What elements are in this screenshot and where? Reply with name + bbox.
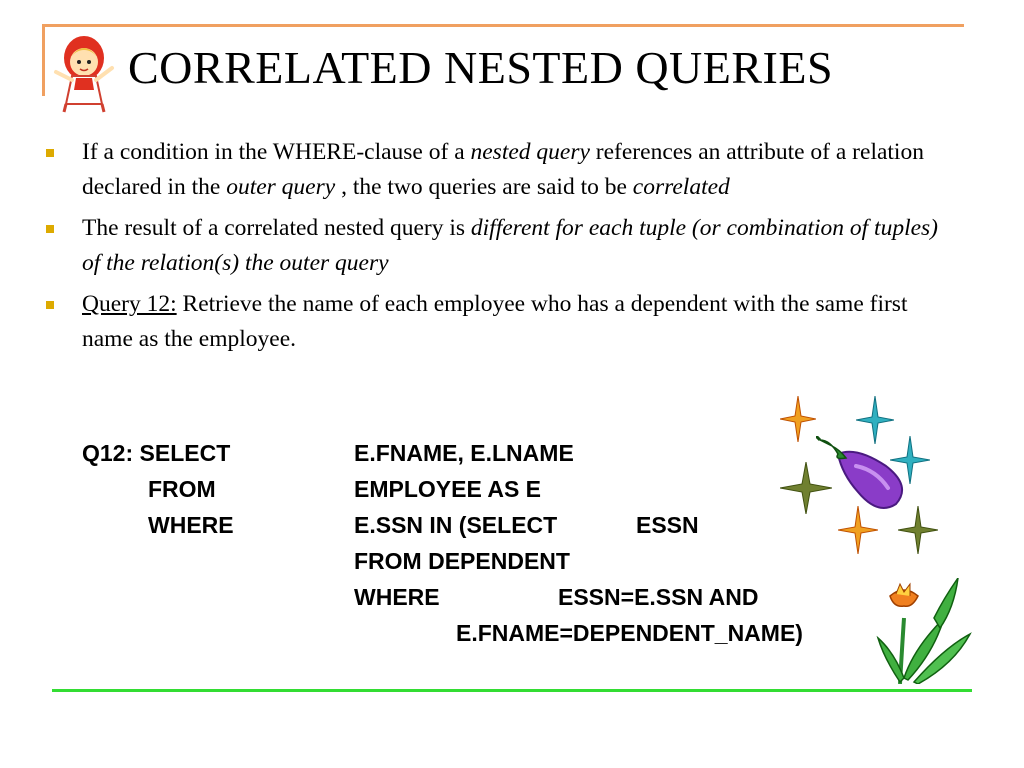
select-columns: E.FNAME, E.LNAME — [354, 440, 574, 466]
bullet-item-1 — [40, 135, 940, 205]
bullet-emphasis: outer query — [226, 174, 336, 200]
inner-from: FROM DEPENDENT — [354, 548, 570, 574]
sparkle-icon — [780, 396, 816, 442]
sparkle-icon — [898, 506, 938, 554]
bullet-marker — [46, 225, 54, 233]
bullet-emphasis: correlated — [632, 174, 730, 200]
bullet-emphasis: different for each tuple (or combination of tuples) of the relation(s) the outer query — [82, 215, 939, 276]
bullet-marker — [46, 149, 54, 157]
where-keyword: WHERE — [148, 512, 234, 538]
bullet-marker — [46, 301, 54, 309]
eggplant-icon — [816, 436, 908, 510]
query-label: Query 12: — [82, 291, 177, 317]
left-rule — [42, 24, 45, 96]
sparkle-icon — [838, 506, 878, 554]
bullet-text: The result of a correlated nested query is — [82, 215, 471, 241]
page-title: CORRELATED NESTED QUERIES — [128, 42, 834, 93]
bullet-item-3 — [40, 287, 940, 357]
bullet-list — [40, 135, 940, 363]
bullet-item-2 — [40, 211, 940, 281]
where-condition: E.SSN IN (SELECT — [354, 512, 558, 538]
bullet-text: If a condition in the WHERE-clause of a — [82, 139, 471, 165]
inner-where-condition: ESSN=E.SSN AND — [558, 584, 759, 610]
bullet-emphasis: nested query — [470, 139, 590, 165]
from-table: EMPLOYEE AS E — [354, 476, 542, 502]
bullet-text: references an attribute of a relation declared in the — [82, 139, 924, 200]
bullet-text: , the two queries are said to be — [335, 174, 633, 200]
inner-where-keyword: WHERE — [354, 584, 440, 610]
from-keyword: FROM — [148, 476, 216, 502]
bottom-rule — [52, 689, 972, 692]
top-rule — [42, 24, 964, 27]
inner-where-condition-2: E.FNAME=DEPENDENT_NAME) — [456, 620, 803, 646]
girl-mascot-icon — [46, 28, 126, 116]
q12-select-keyword: Q12: SELECT — [82, 440, 231, 466]
flower-plant-icon — [874, 578, 972, 684]
bullet-text: Retrieve the name of each employee who has a dependent with the same first name as the employee. — [82, 291, 908, 352]
inner-select-column: ESSN — [636, 512, 699, 538]
